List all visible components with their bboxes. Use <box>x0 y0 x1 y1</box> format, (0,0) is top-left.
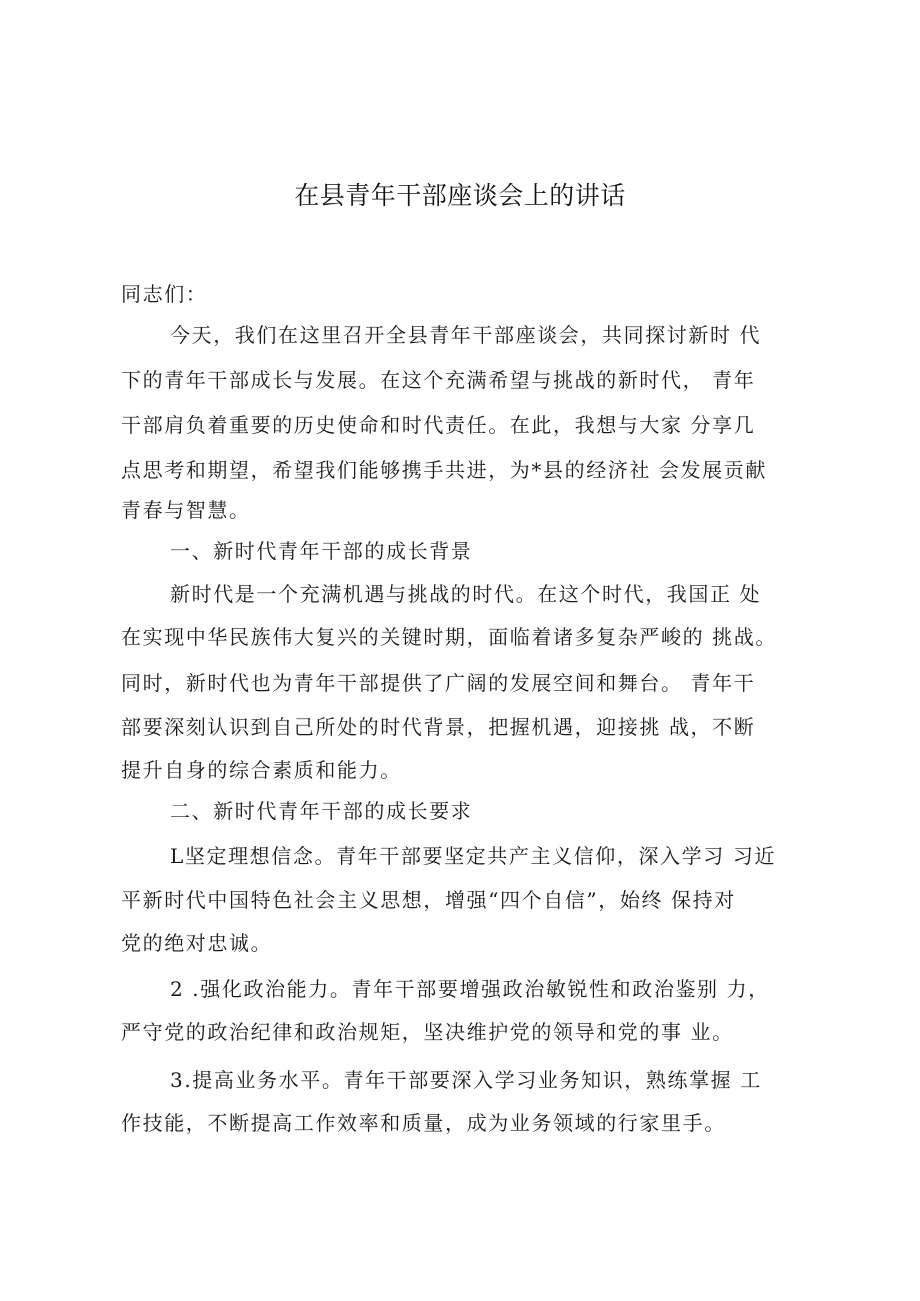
section-heading: 一、新时代青年干部的成长背景 <box>170 539 473 563</box>
section-heading: 二、新时代青年干部的成长要求 <box>170 799 473 823</box>
list-item-line: L坚定理想信念。青年干部要坚定共产主义信仰，深入学习 习近 <box>170 844 777 868</box>
list-item-line: 党的绝对忠诚。 <box>121 931 273 955</box>
paragraph-line: 提升自身的综合素质和能力。 <box>121 758 402 782</box>
paragraph-line: 下的青年干部成长与发展。在这个充满希望与挑战的新时代， 青年 <box>121 368 756 392</box>
paragraph-line: 部要深刻认识到自己所处的时代背景，把握机遇，迎接挑 战，不断 <box>121 715 756 739</box>
list-item-line: 作技能，不断提高工作效率和质量，成为业务领域的行家里手。 <box>121 1111 726 1135</box>
paragraph-line: 在实现中华民族伟大复兴的关键时期，面临着诸多复杂严峻的 挑战。 <box>121 625 777 649</box>
salutation: 同志们： <box>121 282 208 306</box>
paragraph-line: 同时，新时代也为青年干部提供了广阔的发展空间和舞台。 青年干 <box>121 671 756 695</box>
list-item-line: 平新时代中国特色社会主义思想，增强“四个自信”，始终 保持对 <box>121 888 736 912</box>
paragraph-line: 青春与智慧。 <box>121 498 251 522</box>
paragraph-line: 干部肩负着重要的历史使命和时代责任。在此，我想与大家 分享几 <box>121 413 756 437</box>
list-item-line: 严守党的政治纪律和政治规矩，坚决维护党的领导和党的事 业。 <box>121 1020 734 1044</box>
list-item-line: 3.提高业务水平。青年干部要深入学习业务知识，熟练掌握 工 <box>170 1068 762 1092</box>
list-item-line: 2 .强化政治能力。青年干部要增强政治敏锐性和政治鉴别 力， <box>170 977 770 1001</box>
paragraph-line: 新时代是一个充满机遇与挑战的时代。在这个时代，我国正 处 <box>170 582 762 606</box>
paragraph-line: 点思考和期望，希望我们能够携手共进，为*县的经济社 会发展贡献 <box>121 458 767 482</box>
document-title: 在县青年干部座谈会上的讲话 <box>294 181 626 210</box>
paragraph-line: 今天，我们在这里召开全县青年干部座谈会，共同探讨新时 代 <box>170 323 762 347</box>
